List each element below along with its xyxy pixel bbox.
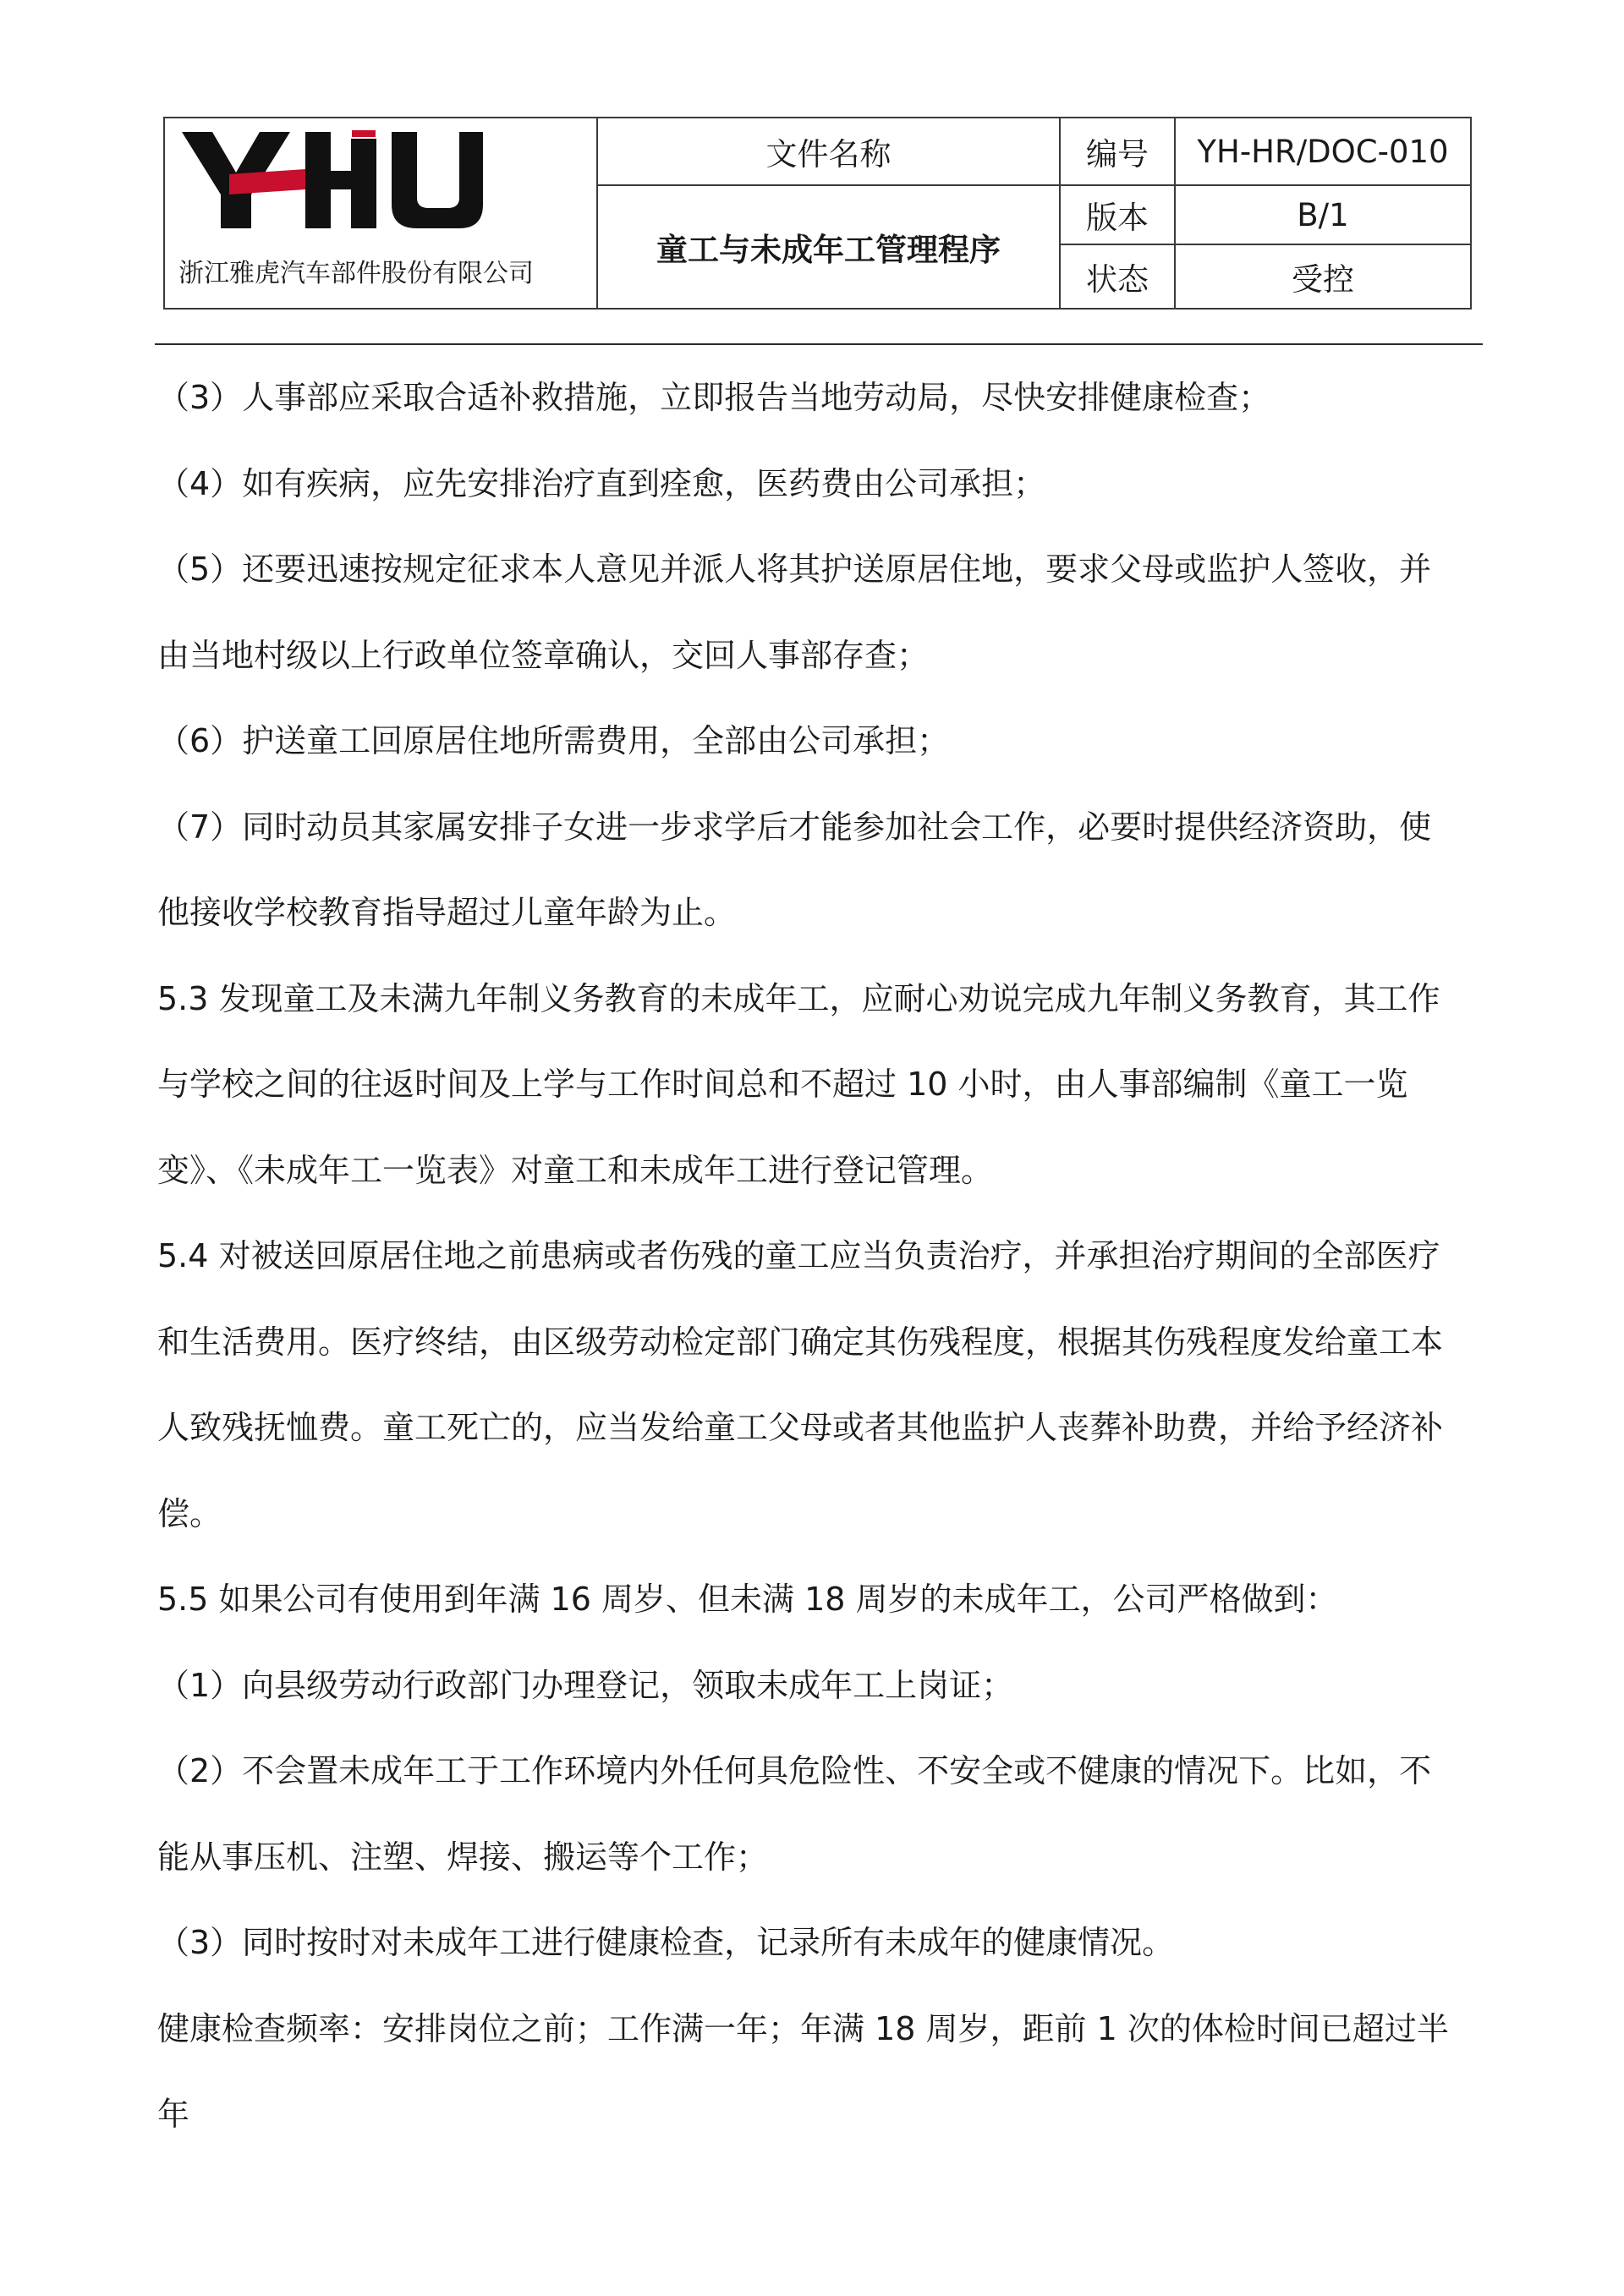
doc-name-label: 文件名称 [597,118,1060,185]
status-label: 状态 [1060,244,1175,309]
text-line: （2）不会置未成年工于工作环境内外任何具危险性、不安全或不健康的情况下。比如，不 [157,1752,1432,1789]
version-value: B/1 [1175,185,1471,244]
number-value: YH-HR/DOC-010 [1175,118,1471,185]
text-line: （4）如有疾病，应先安排治疗直到痊愈，医药费由公司承担； [157,464,1046,502]
text-line: 年 [157,2096,190,2133]
text-line: 人致残抚恤费。童工死亡的，应当发给童工父母或者其他监护人丧葬补助费，并给予经济补 [157,1409,1444,1446]
text-line: （5）还要迅速按规定征求本人意见并派人将其护送原居住地，要求父母或监护人签收，并 [157,551,1432,588]
text-line: （6）护送童工回原居住地所需费用，全部由公司承担； [157,722,950,759]
company-logo [180,130,485,238]
header-divider [155,343,1483,345]
text-line: 健康检查频率：安排岗位之前；工作满一年；年满 18 周岁，距前 1 次的体检时间已超过半 [157,2009,1449,2047]
number-label: 编号 [1060,118,1175,185]
text-line: 由当地村级以上行政单位签章确认，交回人事部存查； [157,636,930,674]
text-line: 5.5 如果公司有使用到年满 16 周岁、但未满 18 周岁的未成年工，公司严格做到： [157,1581,1338,1618]
logo-cell [164,118,597,309]
text-line: 与学校之间的往返时间及上学与工作时间总和不超过 10 小时，由人事部编制《童工一览 [157,1066,1408,1103]
text-line: （1）向县级劳动行政部门办理登记，领取未成年工上岗证； [157,1666,1014,1704]
document-title: 童工与未成年工管理程序 [597,185,1060,309]
text-line: （3）人事部应采取合适补救措施，立即报告当地劳动局，尽快安排健康检查； [157,379,1271,416]
text-line: 变》、《未成年工一览表》对童工和未成年工进行登记管理。 [157,1151,994,1189]
text-line: 他接收学校教育指导超过儿童年龄为止。 [157,894,737,931]
text-line: 5.3 发现童工及未满九年制义务教育的未成年工，应耐心劝说完成九年制义务教育，其工作 [157,979,1440,1017]
company-name: 浙江雅虎汽车部件股份有限公司 [178,259,534,288]
yhu-logo-icon [180,130,485,230]
status-value: 受控 [1175,244,1471,309]
text-line: （3）同时按时对未成年工进行健康检查，记录所有未成年的健康情况。 [157,1924,1175,1961]
document-header-table [163,117,1472,310]
version-label: 版本 [1060,185,1175,244]
text-line: （7）同时动员其家属安排子女进一步求学后才能参加社会工作，必要时提供经济资助，使 [157,808,1432,846]
text-line: 和生活费用。医疗终结，由区级劳动检定部门确定其伤残程度，根据其伤残程度发给童工本 [157,1323,1444,1361]
document-body [157,355,1477,2158]
text-line: 偿。 [157,1494,222,1532]
text-line: 能从事压机、注塑、焊接、搬运等个工作； [157,1838,769,1876]
text-line: 5.4 对被送回原居住地之前患病或者伤残的童工应当负责治疗，并承担治疗期间的全部医疗 [157,1237,1440,1274]
